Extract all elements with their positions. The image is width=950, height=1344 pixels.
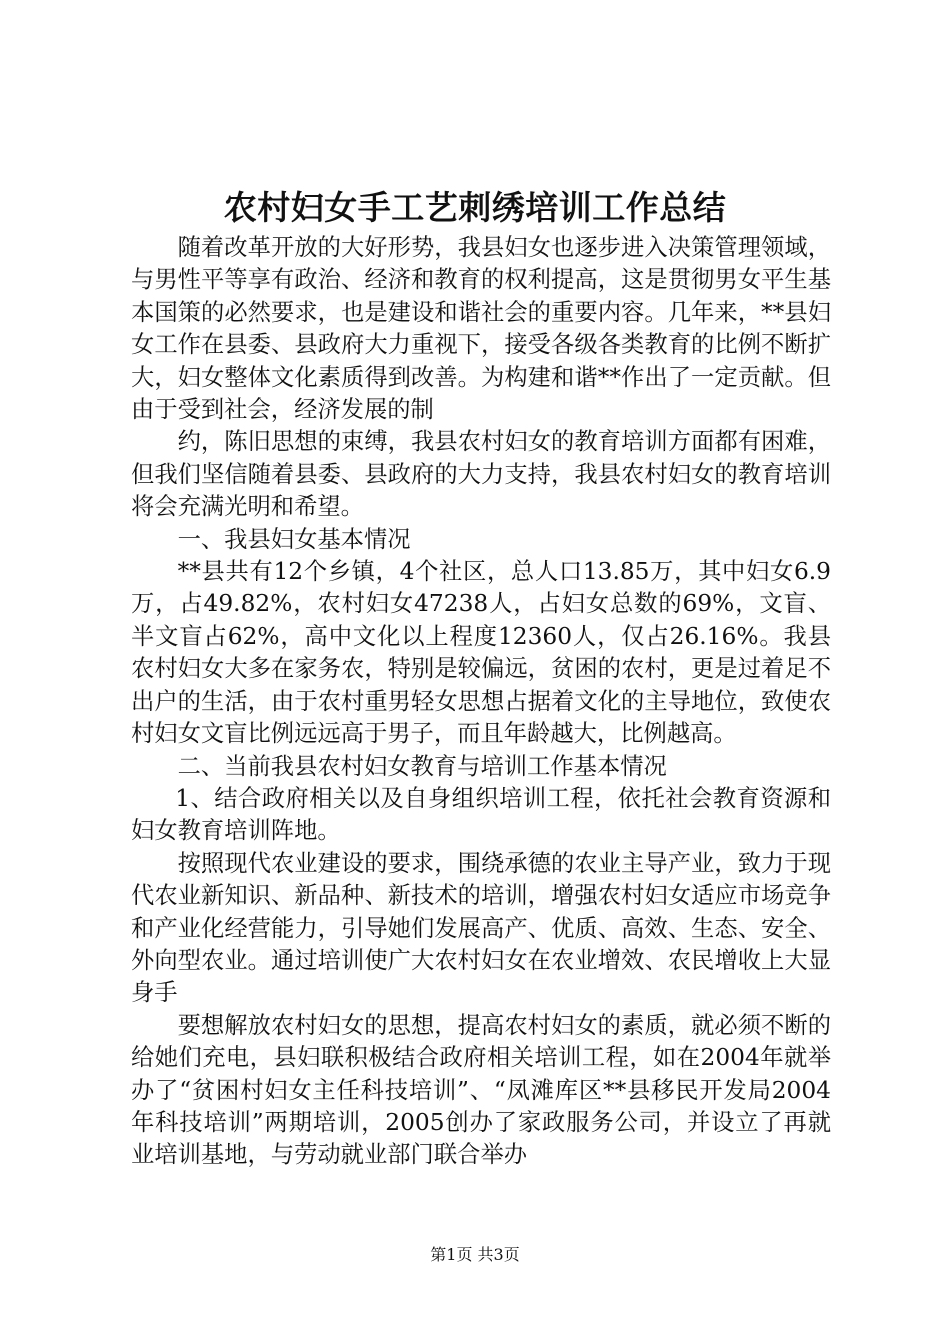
paragraph-intro: 随着改革开放的大好形势，我县妇女也逐步进入决策管理领域，与男性平等享有政治、经济和教育的权利提高，这是贯彻男女平生基本国策的必然要求，也是建设和谐社会的重要内容。几年来，**县妇女工作在县委、县政府大力重视下，接受各级各类教育的比例不断扩大，妇女整体文化素质得到改善。为构建和谐**作出了一定贡献。但由于受到社会，经济发展的制 (131, 234, 831, 424)
document-title: 农村妇女手工艺刺绣培训工作总结 (223, 188, 727, 227)
paragraph-intro-continued: 约，陈旧思想的束缚，我县农村妇女的教育培训方面都有困难，但我们坚信随着县委、县政府的大力支持，我县农村妇女的教育培训将会充满光明和希望。 (131, 428, 831, 521)
document-body (131, 232, 831, 1172)
page-number: 第1页 共3页 (430, 1245, 520, 1264)
paragraph-modern-agriculture: 按照现代农业建设的要求，围绕承德的农业主导产业，致力于现代农业新知识、新品种、新技术的培训，增强农村妇女适应市场竞争和产业化经营能力，引导她们发展高产、优质、高效、生态、安全、外向型农业。通过培训使广大农村妇女在农业增效、农民增收上大显身手 (131, 849, 831, 1007)
subsection-heading-1: 1、结合政府相关以及自身组织培训工程，依托社会教育资源和妇女教育培训阵地。 (131, 784, 831, 845)
section-heading-1: 一、我县妇女基本情况 (177, 525, 411, 553)
section-heading-2: 二、当前我县农村妇女教育与培训工作基本情况 (177, 752, 667, 780)
paragraph-basic-statistics: **县共有12个乡镇，4个社区，总人口13.85万，其中妇女6.9万，占49.82%，农村妇女47238人，占妇女总数的69%，文盲、半文盲占62%，高中文化以上程度12360人，仅占26.16%。我县农村妇女大多在家务农，特别是较偏远，贫困的农村，更是过着足不出户的生活，由于农村重男轻女思想占据着文化的主导地位，致使农村妇女文盲比例远远高于男子，而且年龄越大，比例越高。 (131, 558, 831, 748)
paragraph-training-programs: 要想解放农村妇女的思想，提高农村妇女的素质，就必须不断的给她们充电，县妇联积极结合政府相关培训工程，如在2004年就举办了“贫困村妇女主任科技培训”、“凤滩库区**县移民开发局2004年科技培训”两期培训，2005创办了家政服务公司，并设立了再就业培训基地，与劳动就业部门联合举办 (131, 1011, 831, 1169)
